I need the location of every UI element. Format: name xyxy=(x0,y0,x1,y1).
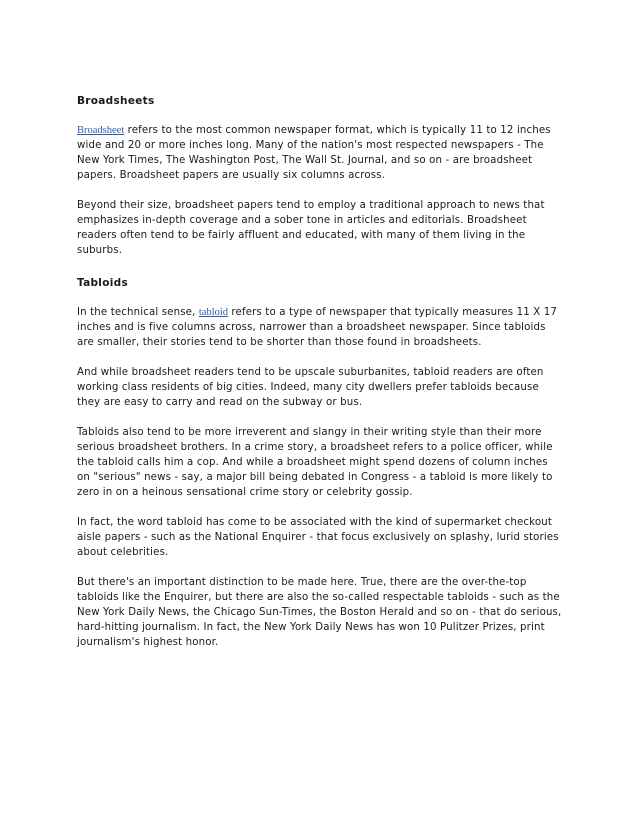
broadsheets-paragraph-2: Beyond their size, broadsheet papers tend to employ a traditional approach to news that emphasizes in-depth coverage and a sober tone in articles and editorials. Broadsheet readers often tend to be fairly affluent and educated, with many of them living in the suburbs. xyxy=(77,200,545,256)
broadsheets-paragraph-1-text: refers to the most common newspaper format, which is typically 11 to 12 inches wide and 20 or more inches long. Many of the nation's most respected newspapers - The New York Times, The Washington Post, The Wall St. Journal, and so on - are broadsheet papers. Broadsheet papers are usually six columns across. xyxy=(77,125,551,181)
document-page xyxy=(77,94,562,665)
broadsheets-paragraph-1 xyxy=(77,123,562,183)
tabloids-paragraph-5: But there's an important distinction to be made here. True, there are the over-the-top tabloids like the Enquirer, but there are also the so-called respectable tabloids - such as the New York Daily News, the Chicago Sun-Times, the Boston Herald and so on - that do serious, hard-hitting journalism. In fact, the New York Daily News has won 10 Pulitzer Prizes, print journalism's highest honor. xyxy=(77,577,562,648)
tabloids-paragraph-4: In fact, the word tabloid has come to be associated with the kind of supermarket checkout aisle papers - such as the National Enquirer - that focus exclusively on splashy, lurid stories about celebrities. xyxy=(77,517,559,558)
broadsheets-heading: Broadsheets xyxy=(77,95,155,107)
tabloids-paragraph-1-before: In the technical sense, xyxy=(77,307,199,318)
tabloids-paragraph-1-after: refers to a type of newspaper that typically measures 11 X 17 inches and is five columns across, narrower than a broadsheet newspaper. Since tabloids are smaller, their stories tend to be shorter than those found in broadsheets. xyxy=(77,307,558,348)
tabloids-heading: Tabloids xyxy=(77,277,128,289)
tabloids-paragraph-3: Tabloids also tend to be more irreverent and slangy in their writing style than their more serious broadsheet brothers. In a crime story, a broadsheet refers to a police officer, while the tabloid calls him a cop. And while a broadsheet might spend dozens of column inches on "serious" news - say, a major bill being debated in Congress - a tabloid is more likely to zero in on a heinous sensational crime story or celebrity gossip. xyxy=(77,427,553,498)
tabloid-link[interactable]: tabloid xyxy=(198,307,229,318)
broadsheet-link[interactable]: Broadsheet xyxy=(77,125,125,136)
tabloids-paragraph-2: And while broadsheet readers tend to be upscale suburbanites, tabloid readers are often working class residents of big cities. Indeed, many city dwellers prefer tabloids because they are easy to carry and read on the subway or bus. xyxy=(77,367,544,408)
tabloids-paragraph-1 xyxy=(77,305,562,350)
